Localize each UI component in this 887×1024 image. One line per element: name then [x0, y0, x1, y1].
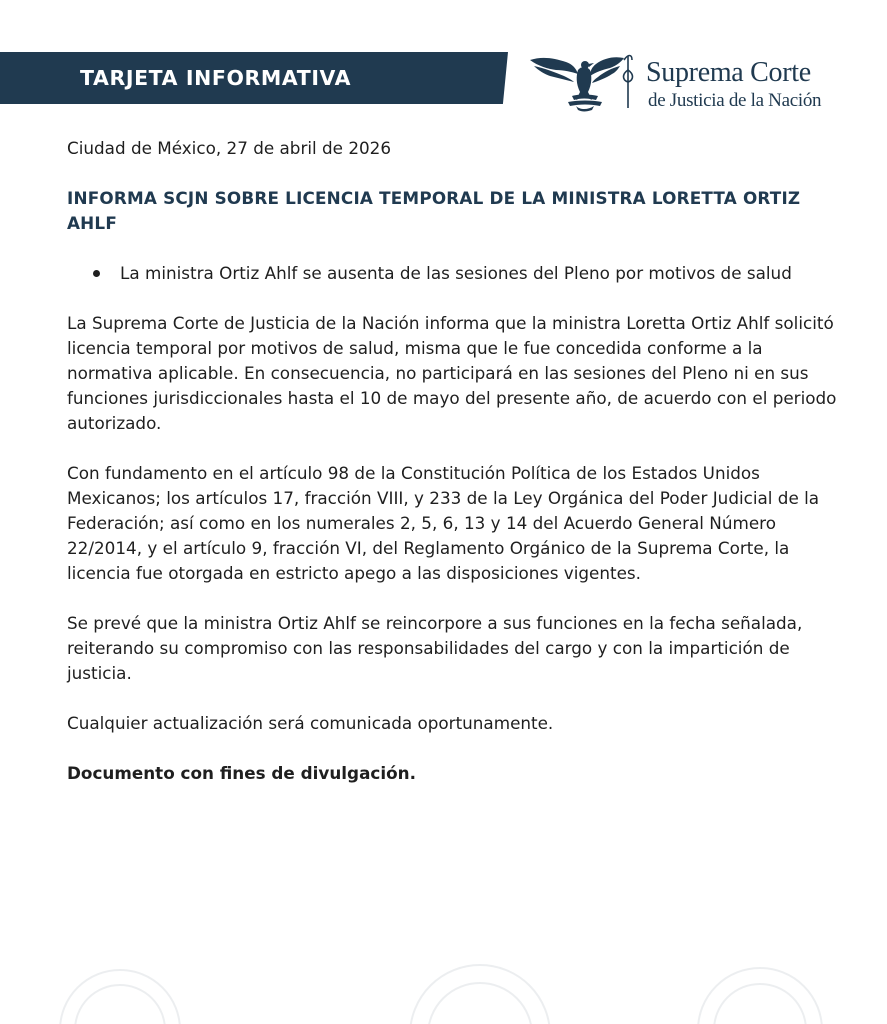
bullet-item: [67, 261, 843, 286]
document-headline: INFORMA SCJN SOBRE LICENCIA TEMPORAL DE LA MINISTRA LORETTA ORTIZ AHLF: [67, 188, 801, 233]
paragraph-4: Cualquier actualización será comunicada oportunamente.: [67, 713, 554, 733]
bullet-dot-icon: [93, 270, 100, 277]
closing-note: Documento con fines de divulgación.: [67, 763, 416, 783]
background-watermark: [0, 940, 887, 1024]
bullet-list: [67, 261, 843, 286]
paragraph-1: La Suprema Corte de Justicia de la Nación informa que la ministra Loretta Ortiz Ahlf solicitó licencia temporal por motivos de salud, misma que le fue concedida conforme a la normativa aplicable. En consecuencia, no participará en las sesiones del Pleno ni en sus funciones jurisdiccionales hasta el 10 de mayo del presente año, de acuerdo con el periodo autorizado.: [67, 313, 837, 433]
scjn-logo: [528, 50, 838, 114]
document-date: Ciudad de México, 27 de abril de 2026: [67, 138, 392, 158]
bullet-text: La ministra Ortiz Ahlf se ausenta de las sesiones del Pleno por motivos de salud: [120, 263, 792, 283]
eagle-emblem-icon: [528, 50, 640, 114]
document-body: [67, 136, 843, 786]
logo-name-line1: Suprema Corte: [646, 57, 811, 88]
paragraph-2: Con fundamento en el artículo 98 de la Constitución Política de los Estados Unidos Mexicanos; los artículos 17, fracción VIII, y 233 de la Ley Orgánica del Poder Judicial de la Federación; así como en los numerales 2, 5, 6, 13 y 14 del Acuerdo General Número 22/2014, y el artículo 9, fracción VI, del Reglamento Orgánico de la Suprema Corte, la licencia fue otorgada en estricto apego a las disposiciones vigentes.: [67, 463, 820, 583]
document-type-title: TARJETA INFORMATIVA: [80, 66, 352, 90]
logo-name-line2: de Justicia de la Nación: [648, 90, 822, 111]
paragraph-3: Se prevé que la ministra Ortiz Ahlf se reincorpore a sus funciones en la fecha señalada, reiterando su compromiso con las responsabilidades del cargo y con la impartición de justicia.: [67, 613, 803, 683]
